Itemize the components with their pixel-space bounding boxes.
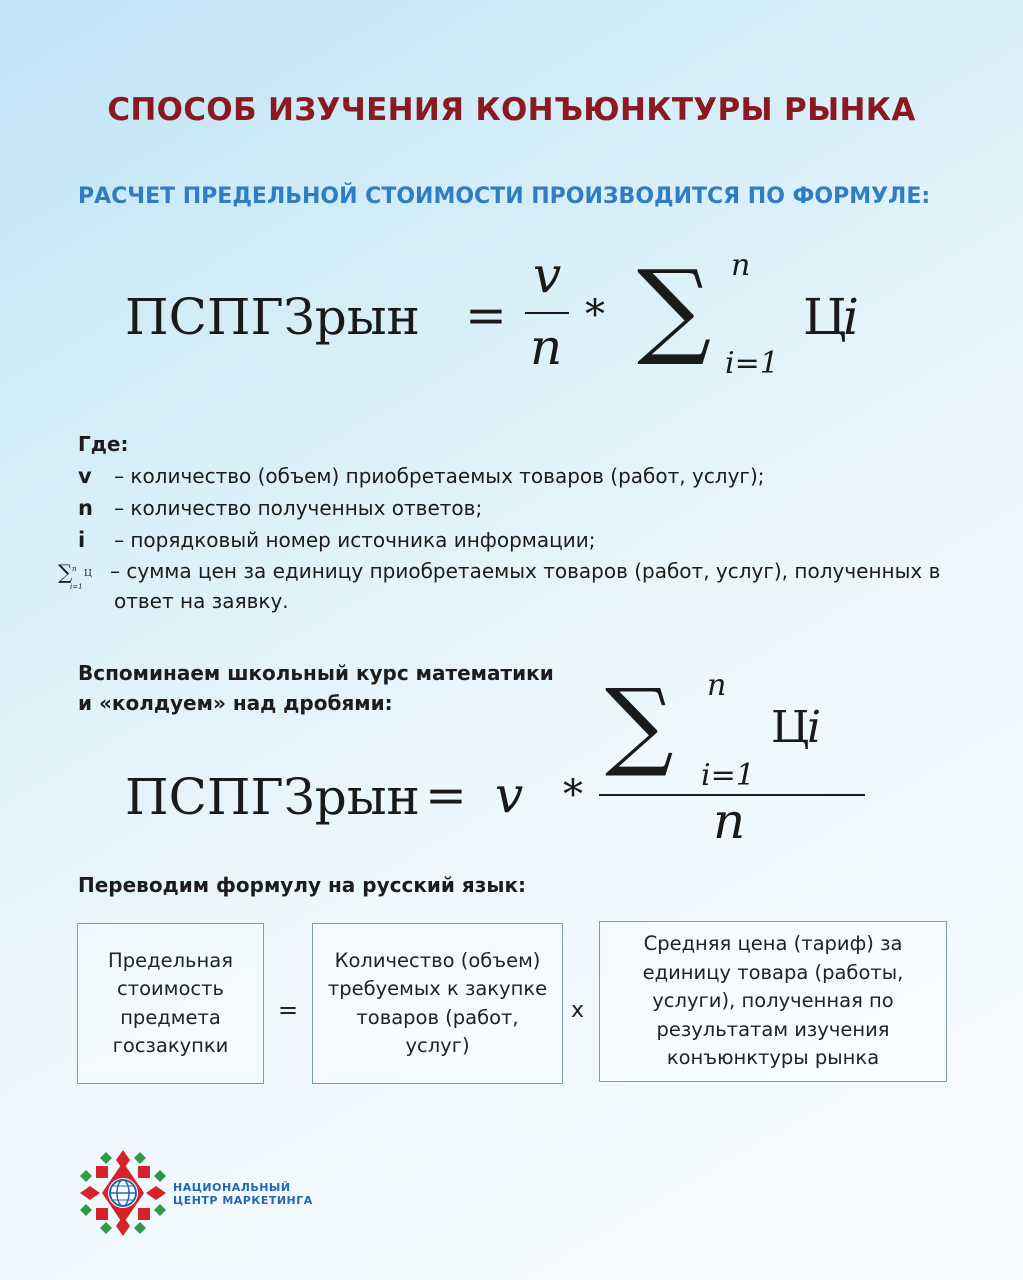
definition-text: – сумма цен за единицу приобретаемых товаров (работ, услуг), полученных в ответ на заявку. [110,559,941,613]
small-sum-symbol: ∑ n i=1 Ц [58,560,92,591]
definition-symbol: i [78,528,86,552]
formula2-sigma: ∑ [605,668,674,780]
formula2-lhs: ПСПГЗрын [125,768,420,826]
section-translation-heading: Переводим формулу на русский язык: [78,873,527,897]
box-average-price [599,921,947,1082]
box-quantity-text: Количество (объем) требуемых к закупке товаров (работ, услуг) [327,948,548,1057]
formula2-sigma-upper: n [707,668,727,703]
box-average-price-text: Средняя цена (тариф) за единицу товара (работы, услуги), полученная по результатам изучения конъюнктуры рынка [642,932,904,1070]
logo-text-line1: НАЦИОНАЛЬНЫЙ [173,1181,291,1194]
formula-sigma-upper: n [731,248,751,283]
formula2-times: * [563,772,583,818]
formula-fraction-bar [525,312,569,314]
formula2-denominator-n: n [713,792,746,850]
definition-v [78,460,978,492]
definition-text: – количество (объем) приобретаемых товаров (работ, услуг); [114,464,765,488]
formula-main [125,246,885,390]
logo-emblem [78,1148,168,1238]
formula2-term: Ц [771,702,810,753]
formula-denominator-n: n [530,318,563,376]
logo-text [173,1181,313,1207]
logo-text-line2: ЦЕНТР МАРКЕТИНГА [173,1194,313,1207]
formula2-term-index: i [807,702,822,753]
box-times: x [571,998,585,1023]
definition-symbol: v [78,464,92,488]
formula-sigma-lower: i=1 [725,346,779,381]
formula2-equals: = [425,766,467,824]
box-quantity [312,923,563,1084]
page-title: СПОСОБ ИЗУЧЕНИЯ КОНЪЮНКТУРЫ РЫНКА [107,92,916,128]
formula-term-index: i [843,288,859,346]
formula-lhs: ПСПГЗрын [125,288,420,346]
formula2-sigma-lower: i=1 [701,758,755,793]
box-equals: = [278,996,299,1024]
formula2-v: v [495,766,524,824]
formula-intro: РАСЧЕТ ПРЕДЕЛЬНОЙ СТОИМОСТИ ПРОИЗВОДИТСЯ ПО ФОРМУЛЕ: [78,184,931,209]
formula-term: Ц [803,288,847,346]
definition-symbol: n [78,496,93,520]
box-marginal-cost-text: Предельная стоимость предмета госзакупки [108,948,233,1057]
section-fractions-line2: и «колдуем» над дробями: [78,691,393,715]
definition-text: – порядковый номер источника информации; [114,528,596,552]
definitions [58,428,978,616]
definition-i [78,524,978,556]
definition-sum [58,556,978,616]
formula-times: * [585,292,605,338]
section-fractions-line1: Вспоминаем школьный курс математики [78,661,554,685]
definition-n [78,492,978,524]
formula-sigma: ∑ [637,247,712,369]
formula-equals: = [465,286,507,344]
box-marginal-cost [77,923,264,1084]
formula-numerator-v: v [533,246,562,304]
definitions-heading: Где: [78,432,129,456]
definition-text: – количество полученных ответов; [114,496,483,520]
